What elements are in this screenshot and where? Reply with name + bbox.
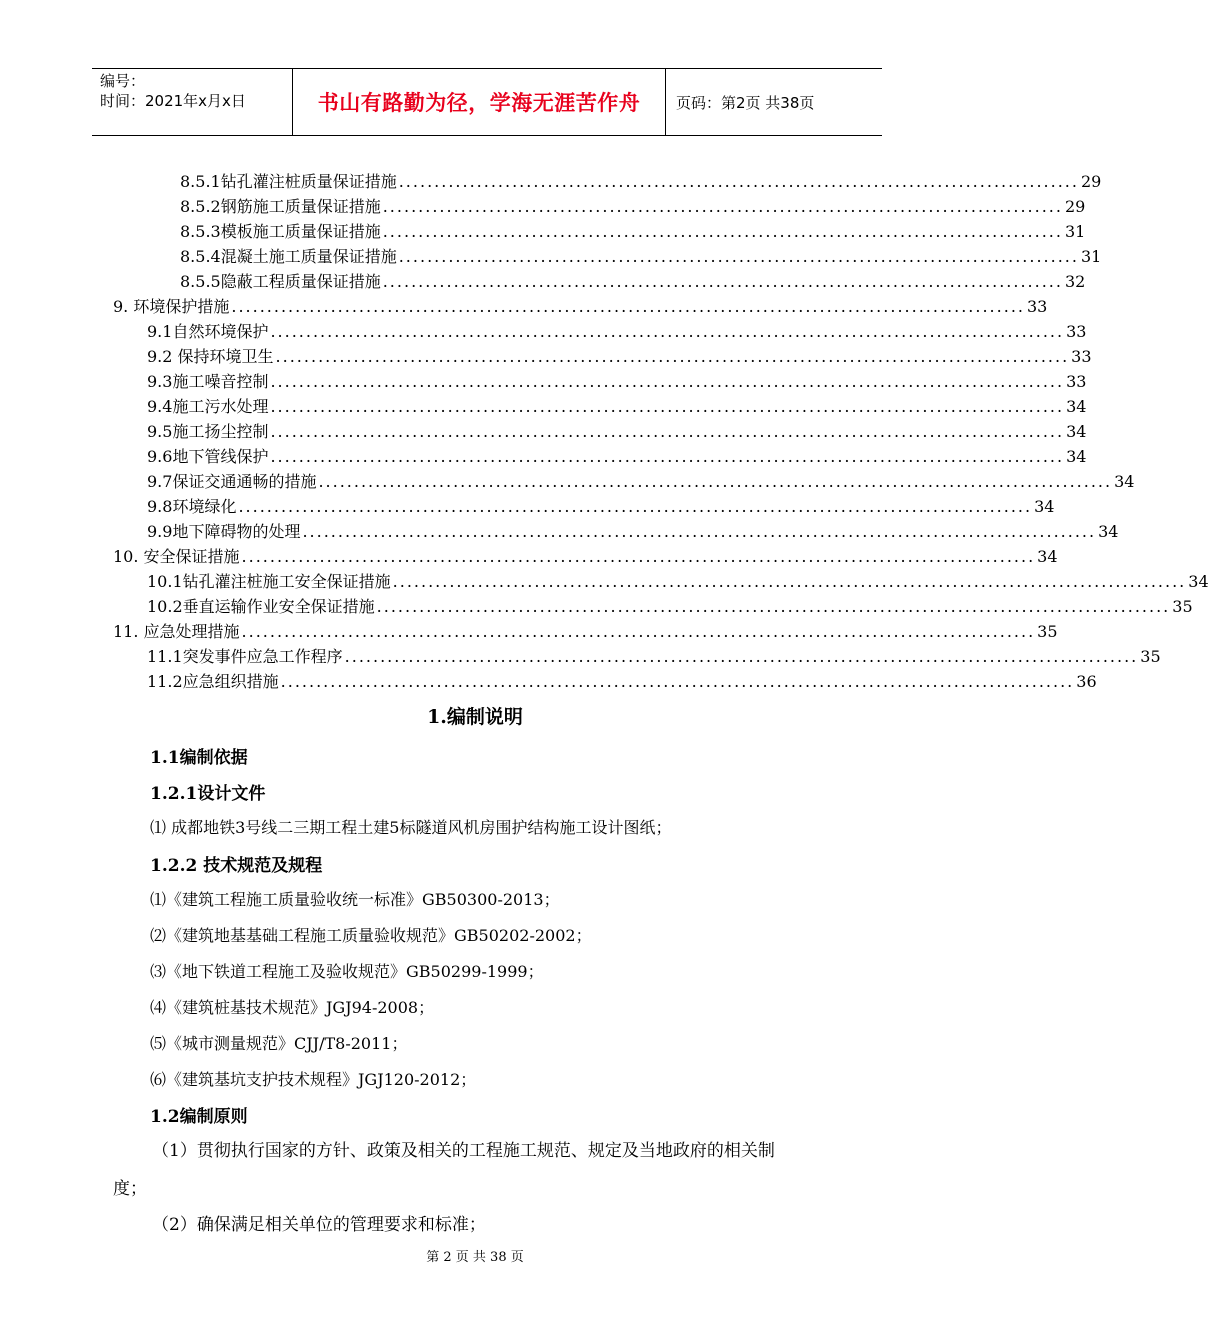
toc-entry-page: 35	[1037, 622, 1058, 641]
toc-entry[interactable]	[180, 170, 1102, 194]
standard-item: ⑶《地下铁道工程施工及验收规范》GB50299-1999；	[150, 962, 544, 981]
toc-entry-title: 11. 应急处理措施	[113, 622, 240, 641]
standard-item: ⑴《建筑工程施工质量验收统一标准》GB50300-2013；	[150, 890, 560, 909]
header-page-number: 页码：第2页 共38页	[676, 93, 815, 112]
toc-entry-title: 11.2应急组织措施	[147, 672, 279, 691]
toc-leader: ................................................................................................................	[302, 522, 1097, 541]
toc-entry[interactable]	[147, 370, 1087, 394]
toc-entry[interactable]	[147, 320, 1087, 344]
toc-entry-page: 34	[1066, 422, 1087, 441]
toc-entry-page: 32	[1064, 272, 1086, 291]
section-heading: 1.2编制原则	[150, 1107, 248, 1127]
toc-leader: ................................................................................................	[398, 172, 1079, 191]
standard-item: ⑹《建筑基坑支护技术规程》JGJ120-2012；	[150, 1070, 477, 1089]
toc-leader: ................................................................................................................	[318, 472, 1113, 491]
toc-entry-title: 9.1自然环境保护	[147, 322, 269, 341]
toc-leader: ................................................................................................................	[270, 322, 1065, 341]
toc-leader: ................................................................................................................	[392, 572, 1187, 591]
toc-entry[interactable]	[113, 295, 1048, 319]
toc-entry[interactable]	[147, 645, 1161, 669]
toc-entry-title: 8.5.2钢筋施工质量保证措施	[180, 197, 381, 216]
toc-entry-title: 9.3施工噪音控制	[147, 372, 269, 391]
design-document-item: ⑴ 成都地铁3号线二三期工程土建5标隧道风机房围护结构施工设计图纸；	[150, 818, 672, 837]
toc-entry-title: 10.2垂直运输作业安全保证措施	[147, 597, 375, 616]
section-heading: 1.2.1设计文件	[150, 784, 266, 804]
page-header	[92, 68, 882, 136]
document-id-label: 编号：	[100, 72, 146, 90]
toc-entry-page: 35	[1172, 597, 1193, 616]
toc-entry-title: 8.5.1钻孔灌注桩质量保证措施	[180, 172, 397, 191]
toc-leader: ................................................................................................................	[238, 497, 1033, 516]
toc-entry-title: 9.8环境绿化	[147, 497, 237, 516]
toc-leader: ................................................................................................................	[231, 297, 1025, 316]
toc-entry-page: 33	[1026, 297, 1048, 316]
toc-entry-title: 10. 安全保证措施	[113, 547, 240, 566]
toc-entry[interactable]	[147, 445, 1087, 469]
toc-entry-page: 34	[1066, 447, 1087, 466]
toc-entry[interactable]	[147, 495, 1055, 519]
toc-entry-page: 33	[1071, 347, 1092, 366]
toc-leader: ................................................................................................	[382, 222, 1063, 241]
toc-entry-page: 29	[1080, 172, 1102, 191]
toc-entry[interactable]	[147, 470, 1135, 494]
toc-leader: ................................................................................................	[382, 272, 1063, 291]
toc-entry-page: 34	[1114, 472, 1135, 491]
toc-entry-title: 9.6地下管线保护	[147, 447, 269, 466]
toc-leader: ................................................................................................	[382, 197, 1063, 216]
toc-entry-page: 29	[1064, 197, 1086, 216]
toc-entry[interactable]	[147, 520, 1119, 544]
toc-leader: ................................................................................................................	[270, 447, 1065, 466]
toc-entry-page: 34	[1066, 397, 1087, 416]
toc-entry-title: 10.1钻孔灌注桩施工安全保证措施	[147, 572, 391, 591]
section-heading: 1.2.2 技术规范及规程	[150, 856, 323, 876]
toc-leader: ................................................................................................................	[376, 597, 1171, 616]
header-motto: 书山有路勤为径，学海无涯苦作舟	[293, 69, 666, 135]
toc-entry-title: 9.9地下障碍物的处理	[147, 522, 301, 541]
toc-entry-title: 9.7保证交通通畅的措施	[147, 472, 317, 491]
principle-item: （1）贯彻执行国家的方针、政策及相关的工程施工规范、规定及当地政府的相关制	[152, 1141, 775, 1161]
toc-entry-page: 34	[1098, 522, 1119, 541]
toc-entry-page: 34	[1037, 547, 1058, 566]
toc-entry[interactable]	[180, 245, 1102, 269]
toc-entry[interactable]	[113, 620, 1058, 644]
page-footer: 第 2 页 共 38 页	[426, 1250, 524, 1265]
toc-entry[interactable]	[147, 395, 1087, 419]
toc-entry-page: 34	[1034, 497, 1055, 516]
standard-item: ⑷《建筑桩基技术规范》JGJ94-2008；	[150, 998, 435, 1017]
toc-entry[interactable]	[113, 545, 1058, 569]
toc-entry-page: 31	[1064, 222, 1086, 241]
toc-entry-title: 9.2 保持环境卫生	[147, 347, 274, 366]
section-heading: 1.1编制依据	[150, 748, 248, 768]
toc-entry[interactable]	[147, 345, 1092, 369]
standard-item: ⑵《建筑地基基础工程施工质量验收规范》GB50202-2002；	[150, 926, 592, 945]
toc-entry[interactable]	[147, 420, 1087, 444]
toc-leader: ................................................................................................................	[344, 647, 1139, 666]
toc-entry-page: 34	[1188, 572, 1209, 591]
principle-item: （2）确保满足相关单位的管理要求和标准；	[152, 1215, 486, 1235]
toc-leader: ................................................................................................................	[270, 372, 1065, 391]
toc-leader: ................................................................................................................	[241, 547, 1036, 566]
toc-entry-page: 33	[1066, 322, 1087, 341]
toc-leader: ................................................................................................................	[280, 672, 1075, 691]
toc-entry[interactable]	[147, 670, 1097, 694]
toc-entry-title: 8.5.4混凝土施工质量保证措施	[180, 247, 397, 266]
toc-leader: ................................................................................................................	[270, 397, 1065, 416]
toc-entry-title: 9.4施工污水处理	[147, 397, 269, 416]
toc-entry[interactable]	[180, 220, 1086, 244]
document-time: 时间：2021年x月x日	[100, 92, 246, 110]
principle-item-continuation: 度；	[113, 1179, 147, 1199]
toc-entry-title: 9.5施工扬尘控制	[147, 422, 269, 441]
toc-leader: ................................................................................................................	[241, 622, 1036, 641]
toc-entry-page: 31	[1080, 247, 1102, 266]
toc-entry-page: 33	[1066, 372, 1087, 391]
toc-entry-title: 8.5.5隐蔽工程质量保证措施	[180, 272, 381, 291]
toc-entry[interactable]	[147, 595, 1193, 619]
standard-item: ⑸《城市测量规范》CJJ/T8-2011；	[150, 1034, 408, 1053]
toc-leader: ................................................................................................................	[275, 347, 1070, 366]
toc-entry-page: 36	[1076, 672, 1097, 691]
toc-entry-title: 11.1突发事件应急工作程序	[147, 647, 343, 666]
toc-entry[interactable]	[147, 570, 1209, 594]
toc-entry-page: 35	[1140, 647, 1161, 666]
toc-entry-title: 8.5.3模板施工质量保证措施	[180, 222, 381, 241]
section-title: 1.编制说明	[427, 706, 523, 728]
toc-leader: ................................................................................................................	[270, 422, 1065, 441]
toc-entry[interactable]	[180, 270, 1086, 294]
toc-leader: ................................................................................................	[398, 247, 1079, 266]
toc-entry-title: 9. 环境保护措施	[113, 297, 230, 316]
toc-entry[interactable]	[180, 195, 1086, 219]
header-meta	[92, 69, 293, 135]
